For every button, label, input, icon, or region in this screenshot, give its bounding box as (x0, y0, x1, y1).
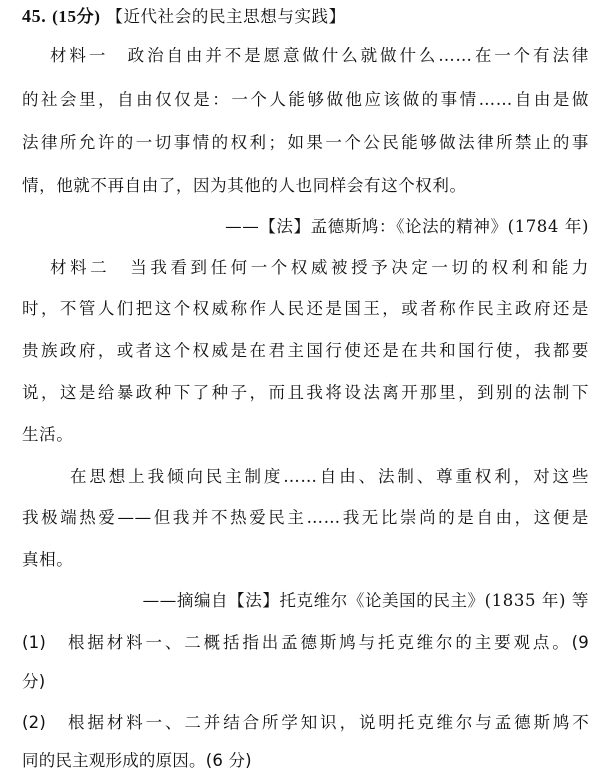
material2-line-3: 贵族政府，或者这个权威是在君主国行使还是在共和国行使，我都要 (22, 341, 589, 360)
material2-line-2: 时，不管人们把这个权威称作人民还是国王，或者称作民主政府还是 (22, 299, 589, 318)
material2-line-4: 说，这是给暴政种下了种子，而且我将设法离开那里，到别的法制下 (22, 383, 589, 402)
subquestion-1-line-1: (1) 根据材料一、二概括指出孟德斯鸠与托克维尔的主要观点。(9 (22, 633, 589, 652)
material2-source: ——摘编自【法】托克维尔《论美国的民主》(1835 年) 等 (142, 591, 589, 610)
material1-source: ——【法】孟德斯鸠：《论法的精神》(1784 年) (225, 217, 589, 236)
question-score: (15分) (52, 7, 101, 26)
material2-line-1: 材料二 当我看到任何一个权威被授予决定一切的权利和能力 (50, 258, 589, 277)
material1-line-3: 法律所允许的一切事情的权利；如果一个公民能够做法律所禁止的事 (22, 133, 589, 152)
subquestion-1-line-2: 分) (22, 672, 46, 691)
subquestion-2-line-2: 同的民主观形成的原因。(6 分) (22, 751, 252, 770)
material2-line-5: 生活。 (22, 425, 74, 444)
material2-para2-line-1: 在思想上我倾向民主制度……自由、法制、尊重权利，对这些 (70, 467, 589, 486)
question-topic: 【近代社会的民主思想与实践】 (106, 7, 346, 26)
question-header (22, 4, 589, 29)
question-number: 45. (22, 6, 47, 26)
subquestion-2-line-1: (2) 根据材料一、二并结合所学知识，说明托克维尔与孟德斯鸠不 (22, 713, 589, 732)
material1-line-4: 情，他就不再自由了，因为其他的人也同样会有这个权利。 (22, 176, 467, 195)
material1-line-1: 材料一 政治自由并不是愿意做什么就做什么……在一个有法律 (50, 46, 589, 65)
material1-line-2: 的社会里，自由仅仅是：一个人能够做他应该做的事情……自由是做 (22, 90, 589, 109)
material2-para2-line-3: 真相。 (22, 550, 74, 569)
material2-para2-line-2: 我极端热爱——但我并不热爱民主……我无比崇尚的是自由，这便是 (22, 508, 589, 527)
